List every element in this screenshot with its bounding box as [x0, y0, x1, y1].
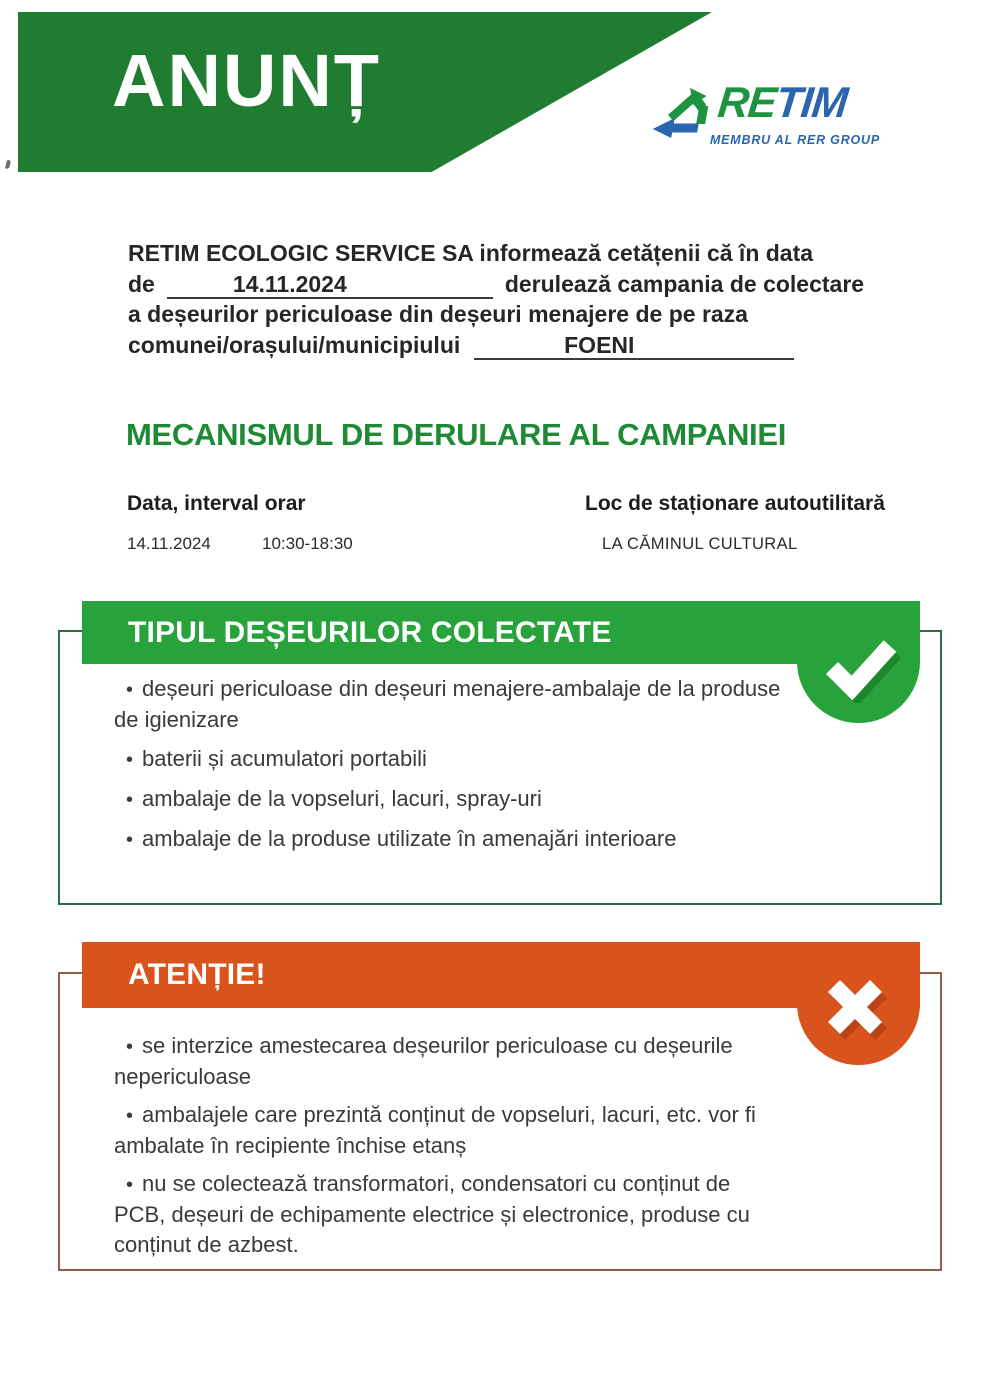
- locality-fill-value: FOENI: [564, 332, 635, 358]
- bullet-dot: •: [126, 1036, 134, 1058]
- bullet-dot: •: [126, 789, 134, 811]
- item-text: nepericuloase: [114, 1064, 251, 1089]
- attention-title: ATENȚIE!: [128, 958, 266, 991]
- date-fill-field: [167, 271, 493, 299]
- attention-items-list: [114, 1031, 834, 1268]
- item-text: nu se colectează transformatori, condensatori cu conținut de: [142, 1171, 731, 1196]
- retim-wordmark: [715, 79, 850, 127]
- page-title: ANUNȚ: [112, 39, 381, 122]
- list-item: [114, 1100, 834, 1161]
- item-text: PCB, deșeuri de echipamente electrice și electronice, produse cu: [114, 1202, 750, 1227]
- wordmark-tim: TIM: [773, 79, 850, 127]
- intro-line-1: RETIM ECOLOGIC SERVICE SA informează cetățenii că în data: [128, 240, 814, 266]
- bullet-dot: •: [126, 679, 134, 701]
- item-text: ambalajele care prezintă conținut de vopseluri, lacuri, etc. vor fi: [142, 1102, 756, 1127]
- intro-paragraph: [128, 238, 928, 360]
- bullet-dot: •: [126, 1174, 134, 1196]
- bullet-dot: •: [126, 829, 134, 851]
- list-item: [114, 824, 834, 855]
- list-item: [114, 674, 834, 735]
- schedule-column-header: Data, interval orar: [127, 492, 306, 515]
- station-location: LA CĂMINUL CULTURAL: [602, 535, 798, 553]
- scan-artifact: [5, 160, 11, 170]
- item-text: se interzice amestecarea deșeurilor periculoase cu deșeurile: [142, 1033, 733, 1058]
- intro-line-4: [128, 330, 928, 361]
- schedule-date: 14.11.2024: [127, 534, 211, 553]
- schedule-interval: 10:30-18:30: [262, 534, 353, 553]
- attention-header-bar: [82, 942, 920, 1008]
- list-item: [114, 784, 834, 815]
- item-text: ambalaje de la vopseluri, lacuri, spray-uri: [142, 786, 542, 811]
- intro-line-2-prefix: de: [128, 270, 155, 297]
- collected-title: TIPUL DEȘEURILOR COLECTATE: [128, 616, 612, 649]
- retim-logo: [648, 79, 898, 154]
- item-text: deșeuri periculoase din deșeuri menajere-ambalaje de la produse: [142, 676, 781, 701]
- mechanism-heading: MECANISMUL DE DERULARE AL CAMPANIEI: [126, 417, 787, 452]
- item-text: de igienizare: [114, 707, 239, 732]
- item-text: conținut de azbest.: [114, 1232, 299, 1257]
- item-text: ambalate în recipiente închise etanș: [114, 1133, 467, 1158]
- item-text: baterii și acumulatori portabili: [142, 746, 427, 771]
- date-fill-value: 14.11.2024: [232, 271, 347, 297]
- intro-line-2-suffix: derulează campania de colectare: [504, 270, 865, 297]
- item-text: ambalaje de la produse utilizate în amenajări interioare: [142, 826, 677, 851]
- collected-header-bar: [82, 601, 920, 664]
- collected-items-list: [114, 674, 834, 864]
- bullet-dot: •: [126, 749, 134, 771]
- intro-line-4-prefix: comunei/orașului/municipiului: [128, 331, 461, 358]
- list-item: [114, 1169, 834, 1260]
- list-item: [114, 744, 834, 775]
- list-item: [114, 1031, 834, 1092]
- intro-line-2: [128, 269, 928, 300]
- bullet-dot: •: [126, 1105, 134, 1127]
- retim-tagline: MEMBRU AL RER GROUP: [709, 133, 881, 147]
- intro-line-3: a deșeurilor periculoase din deșeuri menajere de pe raza: [128, 301, 748, 327]
- location-column-header: Loc de staționare autoutilitară: [585, 492, 885, 515]
- wordmark-re: RE: [715, 79, 779, 127]
- locality-fill-field: [474, 332, 794, 360]
